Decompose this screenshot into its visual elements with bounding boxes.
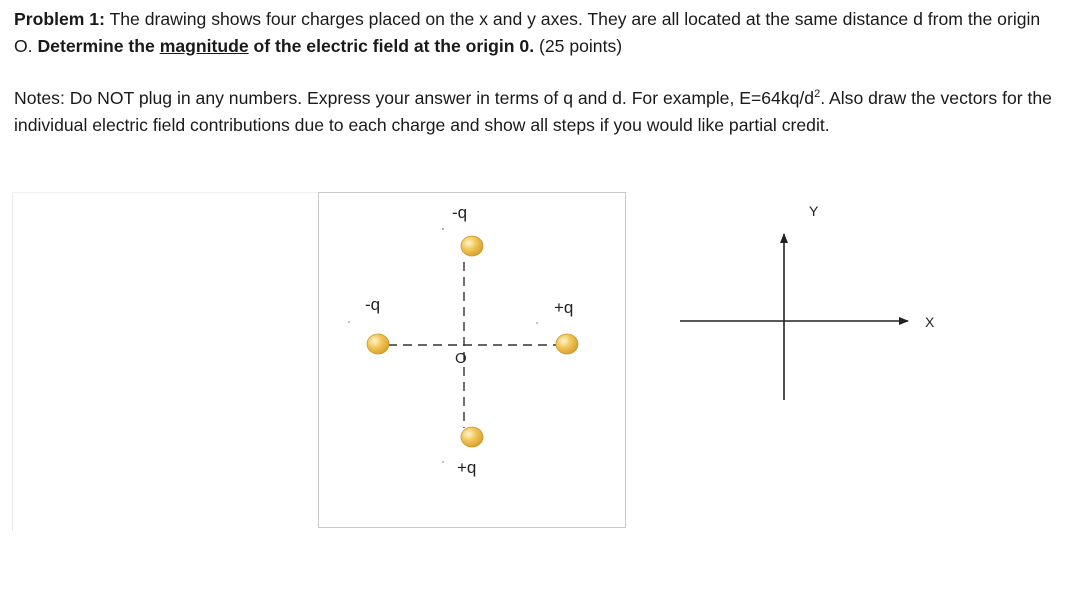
speck-mark bbox=[536, 322, 538, 324]
right-charge-label: +q bbox=[554, 298, 574, 317]
notes-superscript: 2 bbox=[814, 88, 821, 101]
problem-magnitude: magnitude bbox=[159, 36, 249, 56]
notes-text: Notes: Do NOT plug in any numbers. Express your answer in terms of q and d. For example, E=64kq/d bbox=[14, 88, 815, 108]
problem-determine: Determine the bbox=[37, 36, 160, 56]
speck-mark bbox=[348, 321, 350, 323]
notes-text-after: . Also draw the vectors for the individual electric field contributions due to each charge and show all steps if you would like partial credit. bbox=[14, 88, 1052, 135]
top-charge-label: -q bbox=[452, 203, 468, 222]
charge-left bbox=[367, 334, 389, 354]
left-charge-label: -q bbox=[365, 295, 381, 314]
speck-mark bbox=[442, 461, 444, 463]
x-axis-label: X bbox=[925, 314, 935, 330]
charge-right bbox=[556, 334, 578, 354]
bottom-charge-label: +q bbox=[457, 458, 477, 477]
problem-heading: Problem 1: bbox=[14, 9, 105, 29]
origin-label: O bbox=[455, 350, 467, 367]
problem-points: (25 points) bbox=[534, 36, 623, 56]
y-axis-label: Y bbox=[809, 203, 819, 219]
problem-text: The drawing shows four charges placed on the x and y axes. They are all located at the same distance d from the origin O. bbox=[14, 9, 1041, 56]
speck-mark bbox=[442, 228, 444, 230]
problem-determine-rest: of the electric field at the origin 0. bbox=[248, 36, 535, 56]
charge-bottom bbox=[461, 427, 483, 447]
charge-top bbox=[461, 236, 483, 256]
